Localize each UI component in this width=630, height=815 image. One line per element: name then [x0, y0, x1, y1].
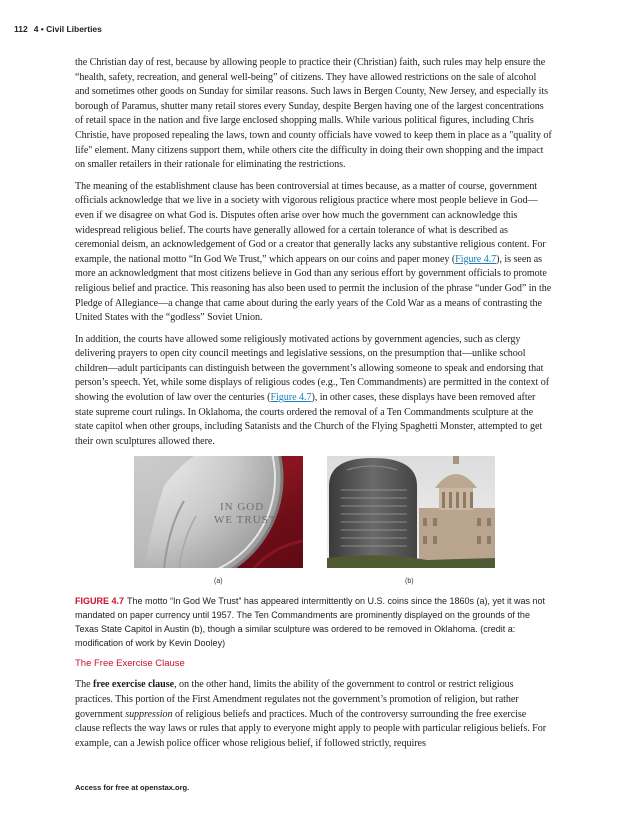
coin-motto-line-2: WE TRUST — [214, 514, 277, 527]
figure-caption-number: FIGURE 4.7 — [75, 596, 125, 607]
paragraph-4-text-a: The — [75, 679, 94, 691]
figure-caption-text: The motto “In God We Trust” has appeared intermittently on U.S. coins since the 1860s (a), yet it was not mandated on paper currency until 1957. The Ten Commandments are prominently displayed on the grounds of the Texas State Capitol in Austin (b), though a similar sculpture was ordered to be removed in Oklahoma. (credit a: modification of work by Kevin Dooley) — [75, 596, 546, 649]
paragraph-4-text-c: of religious beliefs and practices. Much of the controversy surrounding the free exercise clause reflects the way laws or rules that apply to everyone might apply to people with particular religious beliefs. For example, can a Jewish police officer whose religious belief, if followed strictly, requires — [75, 708, 547, 749]
paragraph-4-text-b: , on the other hand, limits the ability of the government to control or restrict religious practices. This portion of the First Amendment regulates not the government’s promotion of religion, but rather government — [75, 679, 519, 720]
paragraph-3 — [75, 333, 553, 450]
paragraph-2 — [75, 180, 553, 326]
figure-4-7 — [75, 456, 553, 574]
figure-label-a: (a) — [214, 578, 223, 586]
page-number: 112 — [14, 24, 28, 34]
paragraph-1: the Christian day of rest, because by allowing people to practice their (Christian) faith, such rules may help ensure the “health, safety, recreation, and general well-being” of citizens. They have allowed restrictions on the sale of alcohol and sometimes other goods on Sunday for similar reasons. Such laws in Bergen County, New Jersey, and especially its borough of Paramus, shutter many retail stores every Sunday, despite Bergen having one of the largest concentrations of retail space in the nation and five large enclosed shopping malls. While various political figures, including Chris Christie, have proposed repealing the laws, town and county officials have vowed to keep them in place as a "quality of life" element. Many citizens support them, while others cite the difficulty in doing their own shopping and the impact on smaller retailers in their rationale for eliminating the restrictions. — [75, 57, 552, 171]
figure-caption — [75, 594, 553, 650]
coin-photo — [134, 456, 303, 568]
paragraph-3-text-a: In addition, the courts have allowed some religiously motivated actions by government agencies, such as clergy delivering prayers to open city council meetings and legislative sessions, on the presumption that—unlike school children—adult participants can distinguish between the government’s allowing someone to speak and endorsing that person’s speech. Yet, while some displays of religious codes (e.g., Ten Commandments) are permitted in the context of showing the evolution of law over the centuries ( — [75, 333, 550, 404]
paragraph-2-text-b: ), is seen as more an acknowledgment that most citizens believe in God than any serious effort by government officials to promote religious belief and practice. This reasoning has also been used to permit the inclusion of the phrase “under God” in the Pledge of Allegiance—a change that came about during the early years of the Cold War as a means of contrasting the United States with the “godless” Soviet Union. — [75, 253, 552, 324]
key-term: free exercise clause — [93, 679, 175, 691]
figure-label-b: (b) — [405, 578, 414, 586]
figure-labels — [75, 578, 553, 592]
paragraph-4 — [75, 678, 553, 751]
emphasis-term: suppression — [125, 708, 173, 720]
running-header — [14, 24, 102, 34]
chapter-title: 4 • Civil Liberties — [33, 24, 102, 34]
page-content — [75, 56, 553, 758]
capitol-photo — [327, 456, 495, 568]
coin-motto-line-1: IN GOD — [220, 501, 265, 514]
figure-reference-link[interactable]: Figure 4.7 — [455, 253, 497, 265]
paragraph-2-text-a: The meaning of the establishment clause has been controversial at times because, as a matter of course, government officials acknowledge that we live in a society with vigorous religious practice where most people believe in God—even if we disagree on what God is. Disputes often arise over how much the government can acknowledge this widespread religious belief. The courts have generally allowed for a certain tolerance of what is described as ceremonial deism, an acknowledgement of God or a creator that generally lacks any substantive religious content. For example, the national motto “In God We Trust,” which appears on our coins and paper money ( — [75, 180, 546, 265]
running-footer: Access for free at openstax.org. — [75, 783, 190, 792]
figure-reference-link[interactable]: Figure 4.7 — [270, 392, 312, 404]
paragraph-3-text-b: ), in other cases, these displays have been removed after state supreme court rulings. In Oklahoma, the courts ordered the removal of a Ten Commandments sculpture at the state capitol when other groups, including Satanists and the Church of the Flying Spaghetti Monster, attempted to get their own sculptures allowed there. — [75, 392, 543, 447]
section-heading: The Free Exercise Clause — [75, 658, 185, 670]
